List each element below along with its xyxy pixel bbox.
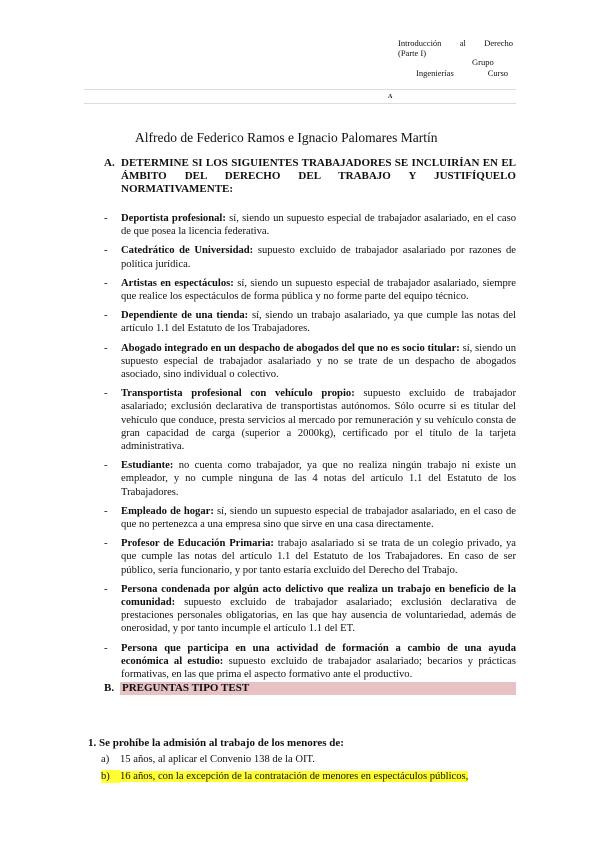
option-letter: b) xyxy=(101,770,120,783)
section-a-heading xyxy=(104,157,516,196)
item-text: sí, siendo un supuesto especial de trabajador asalariado y no se trate de un despacho de abogados asociado, sino individual o colectivo. xyxy=(121,342,516,381)
list-dash: - xyxy=(104,388,108,400)
list-dash: - xyxy=(104,642,108,654)
item-term: Deportista profesional: xyxy=(121,213,226,224)
list-dash: - xyxy=(104,342,108,354)
degree-course-line xyxy=(416,68,508,78)
list-dash: - xyxy=(104,460,108,472)
item-text: supuesto excluido de trabajador asalariado; becarios y prácticas formativas, en las que prima el aspecto formativo ante el productivo. xyxy=(121,655,516,681)
item-term: Transportista profesional con vehículo propio: xyxy=(121,388,355,400)
item-term: Dependiente de una tienda: xyxy=(121,310,249,322)
course-title-word: Introducción xyxy=(398,38,442,48)
question-1: 1. Se prohíbe la admisión al trabajo de los menores de: xyxy=(88,737,344,749)
option-text: 15 años, al aplicar el Convenio 138 de la OIT. xyxy=(120,754,315,765)
section-a-label: A. xyxy=(104,157,115,169)
list-dash: - xyxy=(104,310,108,322)
header-divider-bottom xyxy=(84,103,516,104)
list-item xyxy=(104,387,516,453)
course-part: (Parte I) xyxy=(398,48,427,58)
item-text: no cuenta como trabajador, ya que no realiza ningún trabajo ni existe un empleador, y no cumple ninguna de las 4 notas del artículo 1.1 del Estatuto de los Trabajadores. xyxy=(121,460,516,498)
list-dash: - xyxy=(104,505,108,517)
section-b-label: B. xyxy=(104,682,115,694)
list-item xyxy=(104,212,516,238)
list-item xyxy=(104,309,516,335)
list-item xyxy=(104,537,516,577)
item-term: Persona que participa en una actividad de formación a cambio de una ayuda económica al estudio: xyxy=(121,642,516,667)
item-text: supuesto excluido de trabajador asalariado; exclusión declarativa de prestaciones personales obligatorias, en las que hay ausencia de voluntariedad, además de onerosidad, y por tanto incumple el artículo 1.1 del ET. xyxy=(121,597,516,635)
item-text: sí, siendo un supuesto especial de trabajador asalariado, en el caso de que no pertenezca a una empresa sino que sirve en una casa directamente. xyxy=(121,505,516,531)
course-title-line xyxy=(398,38,513,48)
list-item xyxy=(104,642,516,682)
item-text: sí, siendo un supuesto especial de trabajador asalariado, en el caso de que posea la licencia federativa. xyxy=(121,213,516,238)
item-text: sí, siendo un trabajo asalariado, ya que cumple las notas del artículo 1.1 del Estatuto de los Trabajadores. xyxy=(121,310,516,335)
list-item xyxy=(104,244,516,270)
option-letter: a) xyxy=(101,754,110,765)
item-text: sí, siendo un supuesto especial de trabajador asalariado, siempre que realice los espectáculos de forma pública y no forme parte del equipo técnico. xyxy=(121,277,517,303)
item-text: supuesto excluido de trabajador asalariado; exclusión declarativa de transportistas autónomos. Sólo ocurre si es titular del vehículo que conduce, presta servicios al mercado por remuneración y su vehículo consta de gran capacidad de carga (superior a 2000kg), certificado por el título de la tarjeta administrativa. xyxy=(121,388,516,453)
item-text: trabajo asalariado si se trata de un colegio privado, ya que cumple las notas del artículo 1.1 del Estatuto de los Trabajadores. En caso de ser público, sería funcionario, y por tanto estaría excluido del Derecho del Trabajo. xyxy=(121,538,516,576)
list-item xyxy=(104,342,516,382)
header-divider-top xyxy=(84,89,516,90)
list-item xyxy=(104,459,516,499)
item-text: supuesto excluido de trabajador asalariado por razones de política jurídica. xyxy=(121,245,516,270)
list-dash: - xyxy=(104,583,108,595)
item-term: Empleado de hogar: xyxy=(121,505,214,517)
list-dash: - xyxy=(104,213,108,224)
course-label: Curso xyxy=(487,68,508,78)
course-title-word: al xyxy=(459,38,466,48)
section-b-title: PREGUNTAS TIPO TEST xyxy=(120,682,516,695)
list-item xyxy=(104,583,516,636)
authors: Alfredo de Federico Ramos e Ignacio Palomares Martín xyxy=(135,130,438,145)
worker-list xyxy=(104,212,516,687)
degree-label: Ingenierías xyxy=(416,68,454,78)
list-item xyxy=(104,505,516,531)
section-b-heading xyxy=(104,682,516,695)
question-1-option-a xyxy=(101,753,315,766)
option-text-highlighted: 16 años, con la excepción de la contratación de menores en espectáculos públicos, xyxy=(120,771,469,782)
item-term: Estudiante: xyxy=(121,460,174,472)
course-title-word: Derecho xyxy=(484,38,513,48)
item-term: Abogado integrado en un despacho de abogados del que no es socio titular: xyxy=(121,342,460,354)
item-term: Persona condenada por algún acto delictivo que realiza un trabajo en beneficio de la comunidad: xyxy=(121,583,516,609)
group-label: Grupo xyxy=(472,57,494,67)
item-term: Artistas en espectáculos: xyxy=(121,277,234,289)
item-term: Catedrático de Universidad: xyxy=(121,245,254,257)
list-item xyxy=(104,277,516,303)
item-term: Profesor de Educación Primaria: xyxy=(121,538,274,550)
section-a-title: DETERMINE SI LOS SIGUIENTES TRABAJADORES SE INCLUIRÍAN EN EL ÁMBITO DEL DERECHO DEL TRABAJO Y JUSTIFÍQUELO NORMATIVAMENTE: xyxy=(121,157,516,195)
page-marker: A xyxy=(388,94,393,100)
question-1-option-b xyxy=(101,770,468,783)
list-dash: - xyxy=(104,277,108,289)
list-dash: - xyxy=(104,538,108,550)
list-dash: - xyxy=(104,245,108,257)
